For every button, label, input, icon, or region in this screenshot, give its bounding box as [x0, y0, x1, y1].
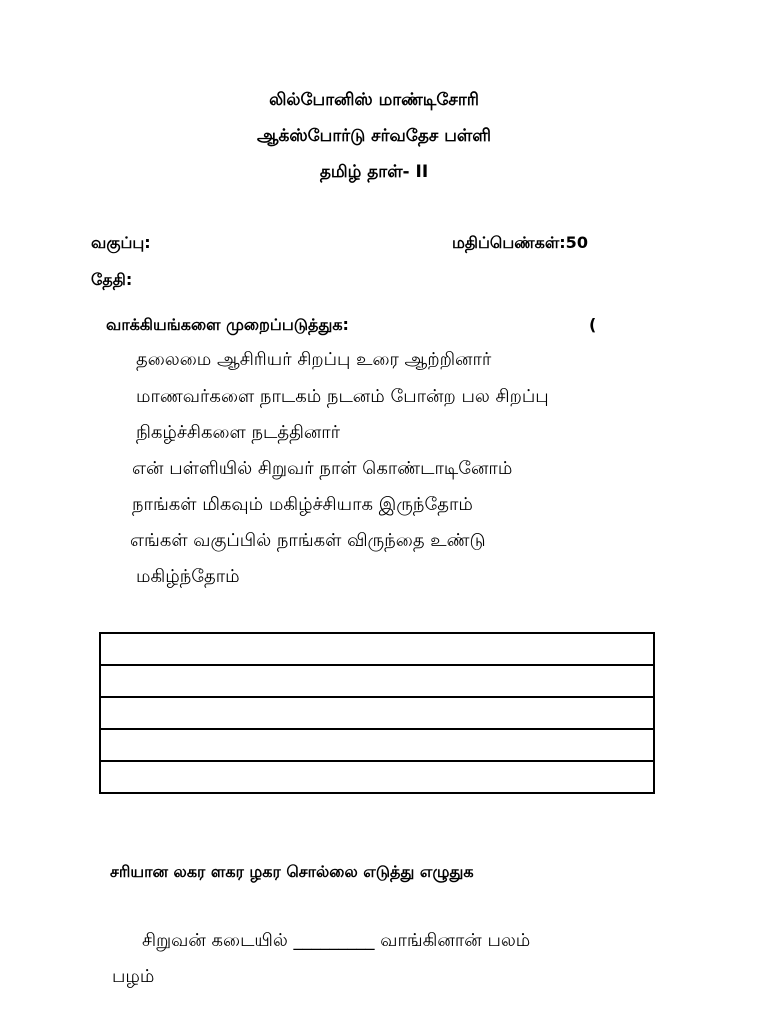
fill-blank-option: பழம் [112, 966, 155, 987]
fill-blank-question: சிறுவன் கடையில் _________ வாங்கினான் பலம் [142, 930, 531, 951]
marks-bracket: ( [589, 315, 597, 334]
sentence-6: எங்கள் வகுப்பில் நாங்கள் விருந்தை உண்டு [130, 530, 486, 551]
answer-cell[interactable] [100, 729, 654, 761]
answer-table [99, 632, 655, 794]
sentence-5: நாங்கள் மிகவும் மகிழ்ச்சியாக இருந்தோம் [132, 494, 473, 515]
section1-instruction: வாக்கியங்களை முறைப்படுத்துக: [106, 315, 349, 334]
answer-row [100, 697, 654, 729]
school-name-line1: லில்போனிஸ் மாண்டிசோரி [269, 90, 479, 110]
answer-cell[interactable] [100, 665, 654, 697]
class-label: வகுப்பு: [91, 233, 151, 252]
marks-label: மதிப்பெண்கள்:50 [452, 233, 588, 252]
date-label: தேதி: [91, 270, 133, 289]
sentence-7: மகிழ்ந்தோம் [136, 566, 240, 587]
sentence-1: தலைமை ஆசிரியர் சிறப்பு உரை ஆற்றினார் [136, 349, 492, 370]
sentence-4: என் பள்ளியில் சிறுவர் நாள் கொண்டாடினோம் [132, 458, 513, 479]
answer-cell[interactable] [100, 633, 654, 665]
sentence-2: மாணவர்களை நாடகம் நடனம் போன்ற பல சிறப்பு [136, 386, 549, 407]
answer-row [100, 729, 654, 761]
section2-instruction: சரியான லகர ளகர ழகர சொல்லை எடுத்து எழுதுக [110, 862, 474, 881]
answer-cell[interactable] [100, 761, 654, 793]
answer-row [100, 633, 654, 665]
answer-row [100, 665, 654, 697]
school-name-line2: ஆக்ஸ்போர்டு சர்வதேச பள்ளி [256, 126, 492, 146]
answer-row [100, 761, 654, 793]
paper-title: தமிழ் தாள்- II [319, 162, 429, 182]
sentence-3: நிகழ்ச்சிகளை நடத்தினார் [136, 422, 341, 443]
answer-cell[interactable] [100, 697, 654, 729]
